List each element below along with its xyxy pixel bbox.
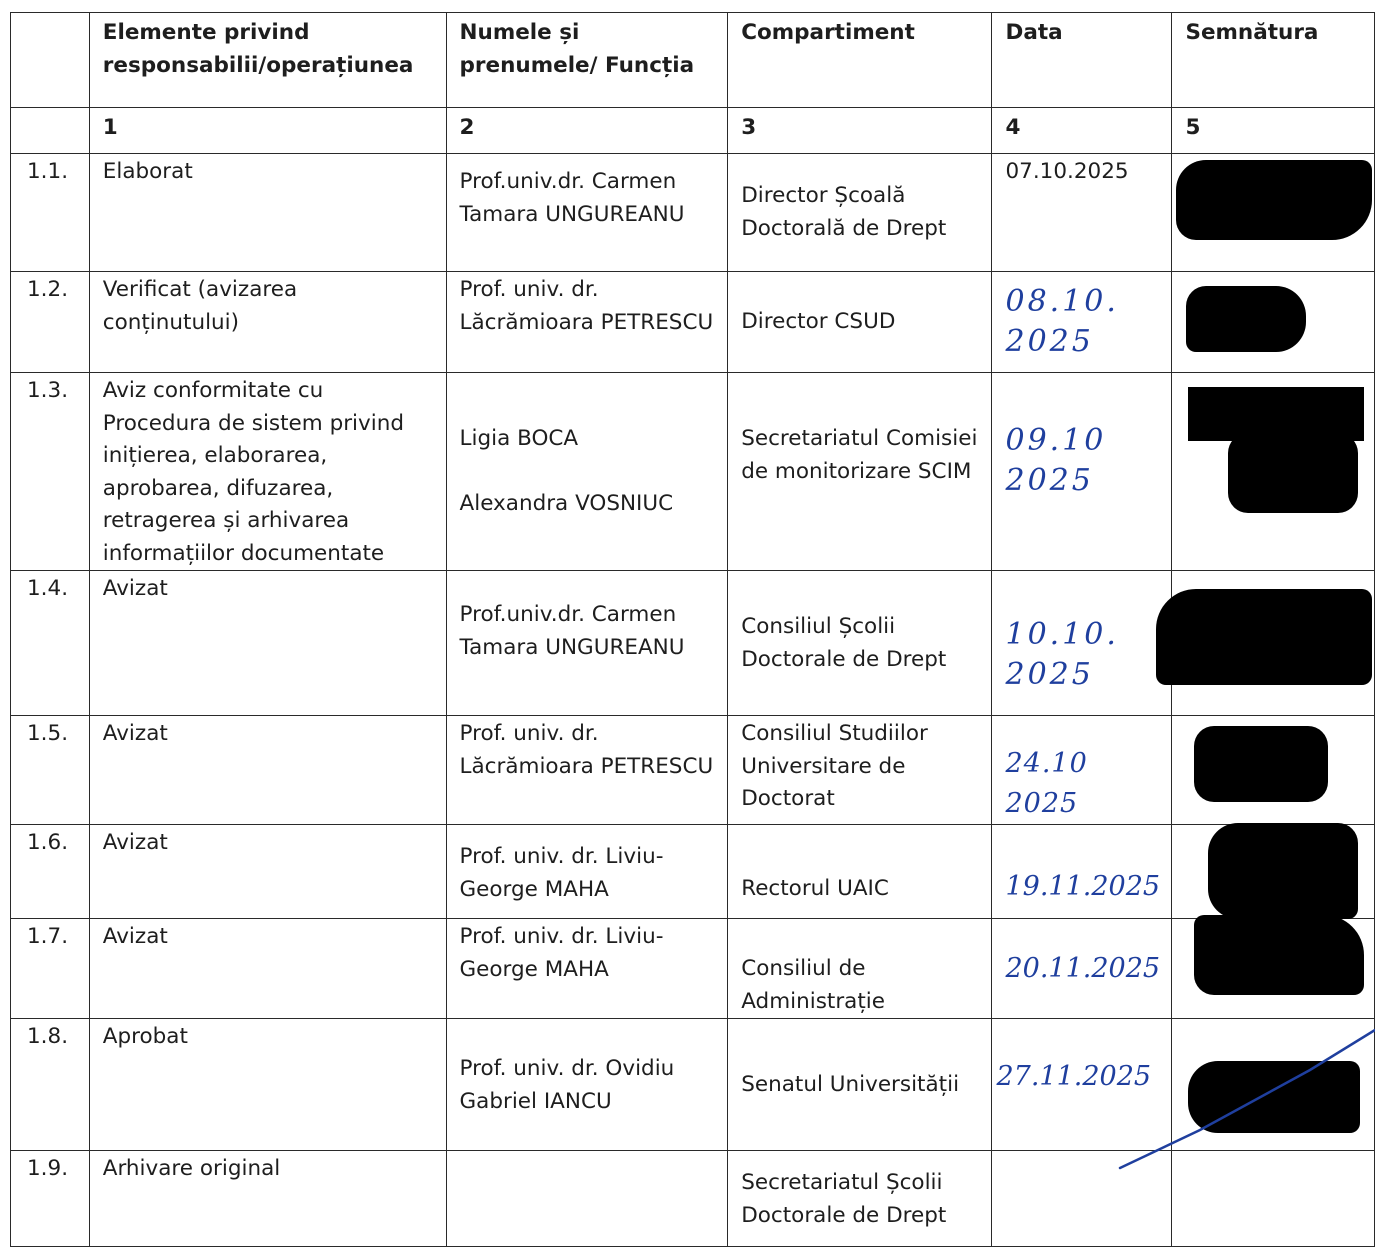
row-name: Prof.univ.dr. Carmen Tamara UNGUREANU <box>446 571 728 716</box>
row-department: Senatul Universității <box>728 1019 992 1151</box>
redacted-signature <box>1194 915 1364 995</box>
row-department: Director CSUD <box>728 272 992 373</box>
row-department: Consiliul Școlii Doctorale de Drept <box>728 571 992 716</box>
handwritten-date: 08.10. 2025 <box>1005 284 1119 359</box>
row-department: Secretariatul Școlii Doctorale de Drept <box>728 1151 992 1247</box>
redacted-signature <box>1188 1061 1360 1133</box>
handwritten-date: 24.10 2025 <box>1005 748 1088 819</box>
row-name <box>446 1151 728 1247</box>
row-name-second: Alexandra VOSNIUC <box>459 490 674 516</box>
index-cell: 5 <box>1172 108 1375 154</box>
header-name-function: Numele și prenumele/ Funcția <box>446 13 728 108</box>
row-date <box>992 1151 1172 1247</box>
row-department: Director Școală Doctorală de Drept <box>728 154 992 272</box>
handwritten-date: 09.10 2025 <box>1005 423 1107 498</box>
row-number: 1.9. <box>11 1151 90 1247</box>
table-row <box>11 919 1375 1019</box>
signature-cell <box>1172 571 1375 716</box>
row-number: 1.5. <box>11 716 90 825</box>
signature-cell <box>1172 825 1375 919</box>
signature-cell <box>1172 373 1375 571</box>
table-row <box>11 571 1375 716</box>
row-element: Arhivare original <box>89 1151 446 1247</box>
row-number: 1.7. <box>11 919 90 1019</box>
handwritten-date: 10.10. 2025 <box>1005 617 1119 692</box>
header-col-blank <box>11 13 90 108</box>
index-cell: 4 <box>992 108 1172 154</box>
row-department: Rectorul UAIC <box>728 825 992 919</box>
row-name: Prof. univ. dr. Liviu-George MAHA <box>446 825 728 919</box>
row-department: Consiliul Studiilor Universitare de Doctorat <box>728 716 992 825</box>
table-row <box>11 1151 1375 1247</box>
index-cell: 2 <box>446 108 728 154</box>
row-department: Consiliul de Administrație <box>728 919 992 1019</box>
row-element: Aviz conformitate cu Procedura de sistem privind inițierea, elaborarea, aprobarea, difuzarea, retragerea și arhivarea informațiilor documentate <box>89 373 446 571</box>
row-number: 1.6. <box>11 825 90 919</box>
row-element: Avizat <box>89 825 446 919</box>
row-name: Prof. univ. dr. Lăcrămioara PETRESCU <box>446 272 728 373</box>
header-department: Compartiment <box>728 13 992 108</box>
table-row <box>11 373 1375 571</box>
header-signature: Semnătura <box>1172 13 1375 108</box>
row-element: Aprobat <box>89 1019 446 1151</box>
table-row <box>11 825 1375 919</box>
redacted-signature <box>1176 160 1372 240</box>
approval-table <box>10 12 1375 1247</box>
row-department: Secretariatul Comisiei de monitorizare SCIM <box>728 373 992 571</box>
row-element: Avizat <box>89 919 446 1019</box>
signature-cell <box>1172 919 1375 1019</box>
signature-cell <box>1172 716 1375 825</box>
redacted-signature <box>1156 589 1372 685</box>
table-row <box>11 716 1375 825</box>
table-row <box>11 154 1375 272</box>
redacted-signature <box>1228 433 1358 513</box>
redacted-signature <box>1194 726 1328 802</box>
row-number: 1.2. <box>11 272 90 373</box>
row-element: Avizat <box>89 571 446 716</box>
index-row <box>11 108 1375 154</box>
row-element: Verificat (avizarea conținutului) <box>89 272 446 373</box>
row-number: 1.3. <box>11 373 90 571</box>
table-row <box>11 272 1375 373</box>
table-row <box>11 1019 1375 1151</box>
row-number: 1.8. <box>11 1019 90 1151</box>
row-name: Prof. univ. dr. Lăcrămioara PETRESCU <box>446 716 728 825</box>
signature-cell <box>1172 154 1375 272</box>
row-name: Prof. univ. dr. Ovidiu Gabriel IANCU <box>446 1019 728 1151</box>
header-date: Data <box>992 13 1172 108</box>
signature-cell <box>1172 1019 1375 1151</box>
redacted-signature <box>1208 823 1358 919</box>
row-name: Ligia BOCA <box>459 426 579 451</box>
handwritten-date: 20.11.2025 <box>1005 953 1161 984</box>
row-name: Prof. univ. dr. Liviu-George MAHA <box>446 919 728 1019</box>
handwritten-date: 19.11.2025 <box>1005 871 1161 902</box>
redacted-signature <box>1186 286 1306 352</box>
row-element: Elaborat <box>89 154 446 272</box>
header-row <box>11 13 1375 108</box>
row-name: Prof.univ.dr. Carmen Tamara UNGUREANU <box>446 154 728 272</box>
header-elements: Elemente privind responsabilii/operațiunea <box>89 13 446 108</box>
index-cell: 1 <box>89 108 446 154</box>
signature-cell <box>1172 1151 1375 1247</box>
signature-cell <box>1172 272 1375 373</box>
row-number: 1.1. <box>11 154 90 272</box>
row-number: 1.4. <box>11 571 90 716</box>
index-cell: 3 <box>728 108 992 154</box>
handwritten-date: 27.11.2025 <box>996 1061 1152 1092</box>
row-element: Avizat <box>89 716 446 825</box>
row-date: 07.10.2025 <box>992 154 1172 272</box>
